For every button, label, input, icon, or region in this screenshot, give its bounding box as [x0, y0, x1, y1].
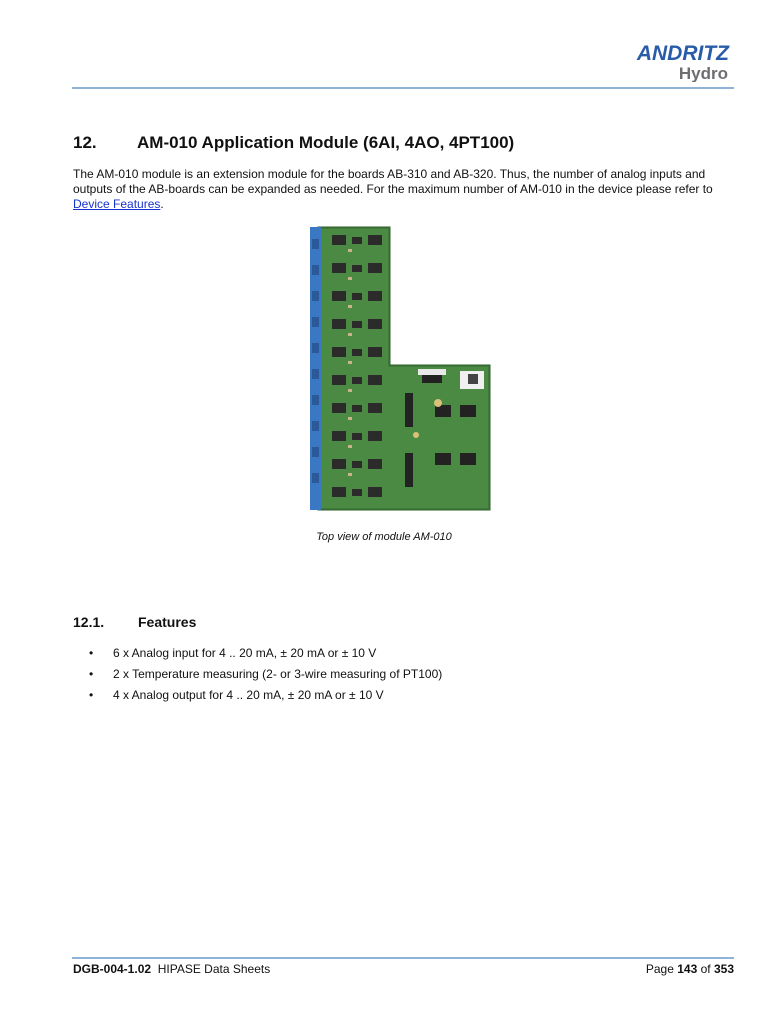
features-list: [73, 646, 442, 709]
figure-caption: Top view of module AM-010: [316, 531, 452, 543]
module-am-010-photo: [310, 225, 495, 515]
page-footer: [73, 962, 734, 976]
intro-text-end: .: [160, 197, 164, 211]
feature-text: 6 x Analog input for 4 .. 20 mA, ± 20 mA or ± 10 V: [113, 646, 377, 660]
page-current: 143: [677, 962, 698, 976]
device-features-link[interactable]: Device Features: [73, 197, 161, 211]
page-of: of: [700, 962, 711, 976]
feature-text: 2 x Temperature measuring (2- or 3-wire measuring of PT100): [113, 667, 443, 681]
page-word: Page: [645, 962, 674, 976]
pcb-illustration: [310, 225, 495, 515]
footer-doc: [73, 962, 270, 976]
page-indicator: [646, 962, 734, 976]
section-number: 12.: [73, 133, 97, 152]
intro-text: The AM-010 module is an extension module for the boards AB-310 and AB-320. Thus, the number of analog inputs and outputs of the AB-boards can be expanded as needed. For the maximum number of AM-010 in the device please refer to: [73, 167, 713, 196]
bullet-icon: •: [89, 646, 94, 660]
features-heading: [73, 614, 196, 630]
features-number: 12.1.: [73, 614, 105, 630]
logo-graphic: [615, 40, 730, 82]
bullet-icon: •: [89, 688, 94, 702]
features-title: Features: [138, 614, 197, 630]
andritz-hydro-logo: [615, 40, 730, 82]
list-item: [73, 688, 442, 709]
footer-divider: [72, 957, 734, 959]
doc-id: DGB-004-1.02: [73, 962, 152, 976]
logo-sub-text: Hydro: [678, 64, 728, 82]
header-divider: [72, 87, 734, 89]
section-heading: [73, 133, 514, 153]
list-item: [73, 646, 442, 667]
logo-main-text: ANDRITZ: [636, 42, 729, 65]
list-item: [73, 667, 442, 688]
doc-title: HIPASE Data Sheets: [157, 962, 271, 976]
bullet-icon: •: [89, 667, 94, 681]
intro-paragraph: [73, 167, 737, 212]
section-title: AM-010 Application Module (6AI, 4AO, 4PT100): [137, 133, 515, 152]
page-total: 353: [713, 962, 734, 976]
feature-text: 4 x Analog output for 4 .. 20 mA, ± 20 mA or ± 10 V: [113, 688, 384, 702]
